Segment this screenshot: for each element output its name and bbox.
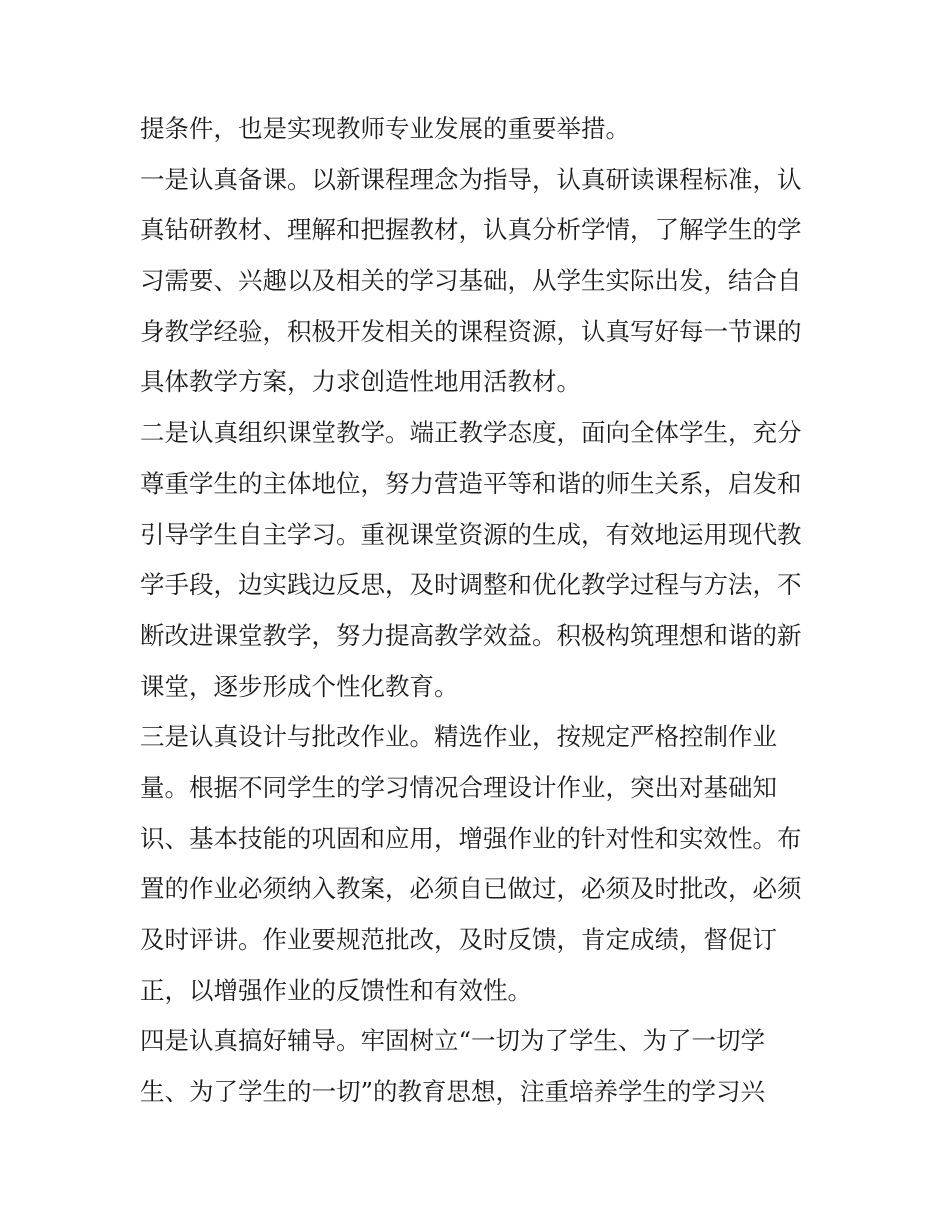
text-line-15: 识、基本技能的巩固和应用，增强作业的针对性和实效性。布: [140, 823, 802, 853]
text-line-10: 学手段，边实践边反思，及时调整和优化教学过程与方法，不: [140, 570, 802, 600]
text-line-7: 二是认真组织课堂教学。端正教学态度，面向全体学生，充分: [140, 418, 802, 448]
text-line-11: 断改进课堂教学，努力提高教学效益。积极构筑理想和谐的新: [140, 620, 802, 650]
text-line-2: 一是认真备课。以新课程理念为指导，认真研读课程标准，认: [140, 164, 802, 194]
text-line-16: 置的作业必须纳入教案，必须自已做过，必须及时批改，必须: [140, 874, 802, 904]
text-line-8: 尊重学生的主体地位，努力营造平等和谐的师生关系，启发和: [140, 468, 802, 498]
text-line-12: 课堂，逐步形成个性化教育。: [140, 671, 459, 701]
text-line-14: 量。根据不同学生的学习情况合理设计作业，突出对基础知: [140, 772, 777, 802]
text-line-17: 及时评讲。作业要规范批改，及时反馈，肯定成绩，督促订: [140, 925, 777, 954]
text-line-19: 四是认真搞好辅导。牢固树立“一切为了学生、为了一切学: [140, 1026, 766, 1056]
text-line-6: 具体教学方案，力求创造性地用活教材。: [140, 367, 581, 397]
text-line-1: 提条件，也是实现教师专业发展的重要举措。: [140, 114, 630, 143]
body-text: [140, 104, 820, 1118]
text-line-13: 三是认真设计与批改作业。精选作业，按规定严格控制作业: [140, 722, 777, 752]
text-line-5: 身教学经验，积极开发相关的课程资源，认真写好每一节课的: [140, 316, 802, 346]
text-line-9: 引导学生自主学习。重视课堂资源的生成，有效地运用现代教: [140, 519, 802, 549]
text-line-3: 真钻研教材、理解和把握教材，认真分析学情，了解学生的学: [140, 215, 802, 245]
text-line-20: 生、为了学生的一切”的教育思想，注重培养学生的学习兴: [140, 1077, 766, 1107]
text-line-18: 正，以增强作业的反馈性和有效性。: [140, 975, 532, 1005]
text-line-4: 习需要、兴趣以及相关的学习基础，从学生实际出发，结合自: [140, 266, 802, 296]
